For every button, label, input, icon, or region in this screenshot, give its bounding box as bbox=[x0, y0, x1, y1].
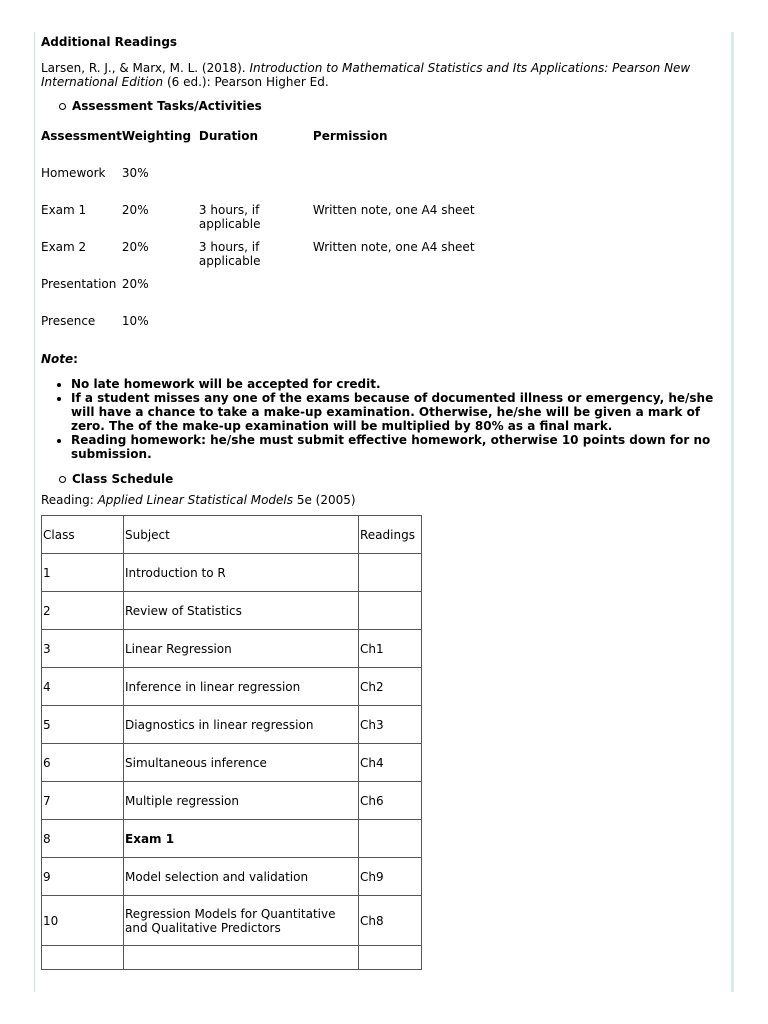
schedule-cell: 3 bbox=[42, 630, 124, 668]
schedule-cell: Review of Statistics bbox=[124, 592, 359, 630]
assessment-cell: 3 hours, if applicable bbox=[198, 240, 261, 268]
note-item: • No late homework will be accepted for credit. bbox=[71, 377, 727, 391]
schedule-section-list bbox=[41, 471, 727, 487]
schedule-cell-exam: Exam 1 bbox=[124, 820, 359, 858]
reference-edition: (6 ed.): Pearson Higher Ed. bbox=[166, 75, 329, 89]
reading-book-title: Applied Linear Statistical Models bbox=[97, 493, 293, 507]
syllabus-content bbox=[41, 34, 727, 970]
schedule-cell bbox=[359, 946, 422, 970]
schedule-header-cell: Subject bbox=[124, 516, 359, 554]
schedule-cell: Multiple regression bbox=[124, 782, 359, 820]
schedule-cell: 7 bbox=[42, 782, 124, 820]
schedule-row bbox=[42, 858, 422, 896]
additional-readings-heading: Additional Readings bbox=[41, 35, 178, 49]
note-heading bbox=[41, 351, 727, 367]
reference-entry bbox=[41, 61, 727, 89]
assessment-header-cell: Assessment bbox=[41, 129, 122, 143]
schedule-cell bbox=[42, 946, 124, 970]
reading-prefix: Reading: bbox=[41, 493, 98, 507]
schedule-row bbox=[42, 896, 422, 946]
schedule-cell bbox=[124, 946, 359, 970]
schedule-cell: Linear Regression bbox=[124, 630, 359, 668]
schedule-cell: 6 bbox=[42, 744, 124, 782]
schedule-cell: Regression Models for Quantitative and Qualitative Predictors bbox=[124, 896, 359, 946]
note-list bbox=[41, 377, 727, 461]
schedule-row bbox=[42, 706, 422, 744]
assessment-cell bbox=[313, 314, 483, 351]
assessment-cell: Presence bbox=[41, 314, 96, 328]
schedule-cell: Ch9 bbox=[359, 858, 422, 896]
schedule-cell: 2 bbox=[42, 592, 124, 630]
assessment-section-list bbox=[41, 98, 727, 114]
assessment-cell: Presentation bbox=[41, 277, 117, 291]
assessment-cell: Written note, one A4 sheet bbox=[312, 240, 475, 254]
assessment-cell: 10% bbox=[121, 314, 149, 328]
assessment-table bbox=[41, 129, 483, 351]
assessment-cell: Exam 2 bbox=[41, 240, 87, 254]
assessment-cell: Exam 1 bbox=[41, 203, 87, 217]
assessment-row bbox=[41, 277, 483, 314]
schedule-cell: 4 bbox=[42, 668, 124, 706]
note-item: • Reading homework: he/she must submit effective homework, otherwise 10 points down for no submission. bbox=[71, 433, 727, 461]
schedule-header-cell: Readings bbox=[359, 516, 422, 554]
assessment-cell bbox=[199, 277, 313, 314]
schedule-row bbox=[42, 820, 422, 858]
assessment-cell bbox=[199, 314, 313, 351]
assessment-cell: 30% bbox=[121, 166, 149, 180]
left-page-border bbox=[34, 32, 35, 992]
schedule-row bbox=[42, 592, 422, 630]
schedule-cell: Ch8 bbox=[359, 896, 422, 946]
assessment-header-cell: Weighting bbox=[121, 129, 192, 143]
assessment-section-title: Assessment Tasks/Activities bbox=[59, 98, 727, 114]
schedule-cell: 5 bbox=[42, 706, 124, 744]
schedule-row bbox=[42, 630, 422, 668]
right-scroll-rail bbox=[731, 32, 734, 992]
assessment-row bbox=[41, 240, 483, 277]
schedule-header-cell: Class bbox=[42, 516, 124, 554]
schedule-cell: Introduction to R bbox=[124, 554, 359, 592]
schedule-cell: Ch2 bbox=[359, 668, 422, 706]
assessment-cell bbox=[313, 166, 483, 203]
assessment-header-cell: Permission bbox=[312, 129, 388, 143]
schedule-cell bbox=[359, 592, 422, 630]
note-colon: : bbox=[73, 352, 78, 366]
schedule-cell: 1 bbox=[42, 554, 124, 592]
assessment-cell: 3 hours, if applicable bbox=[198, 203, 261, 231]
reference-title: Introduction to Mathematical Statistics and Its Applications: Pearson New International Edition bbox=[41, 61, 691, 89]
schedule-section-title: Class Schedule bbox=[59, 471, 727, 487]
schedule-cell bbox=[359, 820, 422, 858]
schedule-cell: 9 bbox=[42, 858, 124, 896]
assessment-row bbox=[41, 166, 483, 203]
schedule-header-row bbox=[42, 516, 422, 554]
class-schedule-table bbox=[41, 515, 422, 970]
schedule-cell: Inference in linear regression bbox=[124, 668, 359, 706]
assessment-row bbox=[41, 314, 483, 351]
assessment-cell: Written note, one A4 sheet bbox=[312, 203, 475, 217]
note-item: • If a student misses any one of the exams because of documented illness or emergency, he/she will have a chance to take a make-up examination. Otherwise, he/she will be given a mark of zero. The of the make-up examination will be multiplied by 80% as a final mark. bbox=[71, 391, 727, 433]
schedule-row-partial bbox=[42, 946, 422, 970]
reference-authors: Larsen, R. J., & Marx, M. L. (2018). bbox=[41, 61, 246, 75]
schedule-cell: Simultaneous inference bbox=[124, 744, 359, 782]
schedule-row bbox=[42, 782, 422, 820]
schedule-cell: Model selection and validation bbox=[124, 858, 359, 896]
assessment-header-row bbox=[41, 129, 483, 166]
schedule-cell: Ch1 bbox=[359, 630, 422, 668]
assessment-cell: 20% bbox=[121, 203, 149, 217]
assessment-row bbox=[41, 203, 483, 240]
schedule-cell: Ch3 bbox=[359, 706, 422, 744]
reading-suffix: 5e (2005) bbox=[293, 493, 356, 507]
schedule-row bbox=[42, 554, 422, 592]
assessment-cell: 20% bbox=[121, 277, 149, 291]
schedule-reading-line bbox=[41, 492, 727, 508]
schedule-cell: Diagnostics in linear regression bbox=[124, 706, 359, 744]
schedule-row bbox=[42, 668, 422, 706]
schedule-cell bbox=[359, 554, 422, 592]
assessment-header-cell: Duration bbox=[198, 129, 259, 143]
assessment-cell bbox=[199, 166, 313, 203]
assessment-cell: 20% bbox=[121, 240, 149, 254]
schedule-row bbox=[42, 744, 422, 782]
note-label: Note bbox=[41, 352, 74, 366]
assessment-cell: Homework bbox=[41, 166, 106, 180]
schedule-cell: Ch4 bbox=[359, 744, 422, 782]
schedule-cell: 10 bbox=[42, 896, 124, 946]
schedule-cell: 8 bbox=[42, 820, 124, 858]
assessment-cell bbox=[313, 277, 483, 314]
schedule-cell: Ch6 bbox=[359, 782, 422, 820]
